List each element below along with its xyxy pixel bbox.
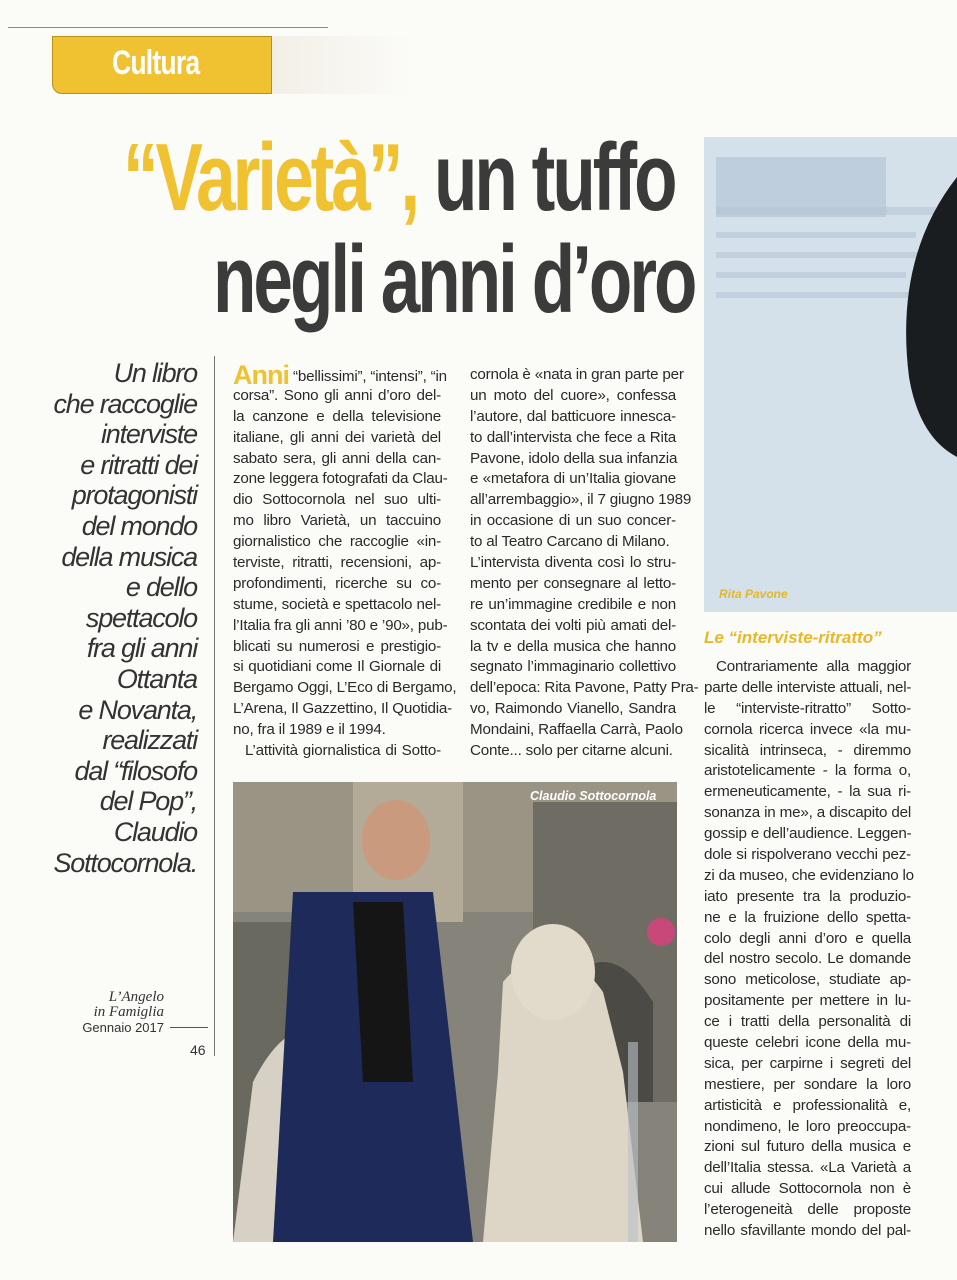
- magazine-name-line-2: in Famiglia: [93, 1004, 164, 1020]
- text-line: le “interviste-ritratto” Sotto-: [704, 699, 911, 717]
- headline-line-1: [123, 124, 675, 231]
- issue-date: Gennaio 2017: [82, 1020, 164, 1035]
- pullquote-line: dal “filosofo: [74, 755, 197, 786]
- photo-rita-pavone: [704, 137, 957, 612]
- text-line: stume, società e spettacolo nel-: [233, 595, 441, 613]
- text-line: all’arrembaggio», il 7 giugno 1989: [470, 491, 692, 509]
- pullquote: [0, 358, 197, 878]
- magazine-footer: [40, 990, 164, 1035]
- text-line: zioni sul futuro della musica e: [704, 1138, 911, 1156]
- text-line: ce i tratti della personalità di: [704, 1013, 911, 1031]
- text-line: dole si rispolverano vecchi pez-: [704, 846, 911, 864]
- photo-illustration-side: [704, 137, 957, 612]
- opening-word: Anni: [233, 360, 289, 390]
- text-line: giornalistico che raccoglie «in-: [233, 533, 441, 551]
- photo-illustration: [233, 782, 677, 1242]
- text-line: Bergamo Oggi, L’Eco di Bergamo,: [233, 679, 457, 697]
- text-line: l’Italia fra gli anni ’80 e ’90», pub-: [233, 616, 448, 634]
- section-subhead: Le “interviste-ritratto”: [704, 628, 882, 647]
- text-line: queste celebri icone della mu-: [704, 1034, 911, 1052]
- text-line: L’attività giornalistica di Sotto-: [245, 742, 441, 760]
- text-line: dio Sottocornola nel suo ulti-: [233, 491, 441, 509]
- text-line: cornola ricerca invece «la mu-: [704, 720, 911, 738]
- pullquote-line: del Pop”,: [99, 786, 197, 817]
- footer-rule: [170, 1027, 208, 1028]
- text-line: del nostro secolo. Le domande: [704, 950, 911, 968]
- text-line: ne e la fruizione dello spetta-: [704, 908, 911, 926]
- text-line: zone leggera fotografati da Clau-: [233, 470, 448, 488]
- headline-title-rest: un tuffo: [417, 124, 675, 231]
- pullquote-line: del mondo: [81, 510, 197, 541]
- text-line: corsa”. Sono gli anni d’oro del-: [233, 386, 441, 404]
- magazine-name-line-1: L’Angelo: [108, 989, 164, 1005]
- top-rule: [8, 27, 328, 28]
- pullquote-line: della musica: [61, 541, 197, 572]
- text-line: ermeneuticamente, - la sua ri-: [704, 783, 911, 801]
- photo-caption-main: Claudio Sottocornola: [530, 789, 657, 803]
- article-column-2: [470, 365, 699, 762]
- text-line: cornola è «nata in gran parte per: [470, 366, 684, 383]
- pullquote-line: protagonisti: [71, 480, 197, 511]
- pullquote-line: Un libro: [113, 358, 197, 388]
- text-line: mo libro Varietà, un taccuino: [233, 512, 441, 530]
- text-line: to al Teatro Carcano di Milano.: [470, 533, 670, 551]
- text-line: dell’Italia stessa. «La Varietà a: [704, 1159, 911, 1177]
- text-line: cui allude Sottocornola non è: [704, 1180, 911, 1198]
- pullquote-line: che raccoglie: [53, 388, 197, 419]
- text-line: gossip e dell’audience. Leggen-: [704, 825, 912, 843]
- text-line: terviste, ritratti, recensioni, ap-: [233, 554, 441, 572]
- text-line: sabato sera, gli anni della can-: [233, 449, 441, 467]
- text-line: colo degli anni d’oro e quella: [704, 929, 911, 947]
- text-line: aristotelicamente - la forma o,: [704, 762, 911, 780]
- text-line: Contrariamente alla maggior: [716, 658, 911, 675]
- text-line: no, fra il 1989 e il 1994.: [233, 721, 386, 739]
- text-line: artisticità e professionalità e,: [704, 1096, 911, 1114]
- text-line: nello sfavillante mondo del pal-: [704, 1222, 911, 1240]
- headline-line-2: negli anni d’oro: [213, 226, 695, 333]
- text-line: Anni “bellissimi”, “intensi”, “in: [233, 360, 447, 390]
- text-line: l’autore, dal batticuore innesca-: [470, 407, 676, 425]
- pullquote-line: e ritratti dei: [80, 449, 197, 480]
- text-line: Pavone, idolo della sua infanzia: [470, 449, 678, 467]
- pullquote-line: e Novanta,: [78, 694, 197, 725]
- text-line: profondimenti, ricerche su co-: [233, 574, 441, 592]
- text-line: sonanza in me», a discapito del: [704, 804, 911, 822]
- text-line: sica, per carpirne i segreti del: [704, 1054, 911, 1072]
- text-line: la canzone e della televisione: [233, 407, 441, 425]
- pullquote-line: e dello: [125, 572, 197, 603]
- pullquote-line: Sottocornola.: [53, 847, 197, 878]
- text-line: zi da museo, che evidenziano lo: [704, 866, 914, 884]
- headline-title-quoted: “Varietà”,: [123, 124, 418, 231]
- pullquote-line: interviste: [100, 419, 197, 450]
- pullquote-line: realizzati: [102, 725, 197, 756]
- text-line: blicati su numerosi e prestigio-: [233, 637, 441, 655]
- text-line: scontata dei volti più amati del-: [470, 616, 676, 634]
- text-line: mento per consegnare al letto-: [470, 574, 676, 592]
- text-line: l’eterogeneità delle proposte: [704, 1201, 911, 1219]
- text-line: la tv e della musica che hanno: [470, 637, 676, 655]
- text-line: Conte... solo per citarne alcuni.: [470, 742, 673, 760]
- pullquote-line: fra gli anni: [86, 633, 197, 664]
- text-line: parte delle interviste attuali, nel-: [704, 678, 912, 696]
- photo-caption-side: Rita Pavone: [719, 587, 788, 601]
- text-line: Mondaini, Raffaella Carrà, Paolo: [470, 721, 683, 739]
- pullquote-line: Ottanta: [116, 663, 197, 694]
- text-line: nondimeno, le loro preoccupa-: [704, 1117, 911, 1135]
- section-tab-fade: [272, 36, 412, 94]
- text-line: sicalità intrinseca, - diremmo: [704, 741, 911, 759]
- section-label: Cultura: [112, 44, 200, 82]
- text-line: e «metafora di un’Italia giovane: [470, 470, 676, 488]
- text-line: re un’immagine credibile e non: [470, 595, 676, 613]
- article-column-3: [704, 657, 914, 1242]
- article-column-1: [233, 360, 457, 762]
- text-line: vo, Raimondo Vianello, Sandra: [470, 700, 676, 718]
- pullquote-line: Claudio: [113, 816, 197, 847]
- text-line: si quotidiani come Il Giornale di: [233, 658, 441, 676]
- text-line: mestiere, per sondare la loro: [704, 1075, 911, 1093]
- page-number: 46: [190, 1042, 206, 1058]
- text-line: un moto del cuore», confessa: [470, 386, 676, 404]
- text-line: dell’epoca: Rita Pavone, Patty Pra-: [470, 679, 699, 697]
- text-line: segnato l’immaginario collettivo: [470, 658, 676, 676]
- text-line: L’Arena, Il Gazzettino, Il Quotidia-: [233, 700, 453, 718]
- column-divider: [214, 356, 215, 1056]
- text-line: L’intervista diventa così lo stru-: [470, 554, 676, 572]
- photo-claudio-sottocornola: [233, 782, 677, 1242]
- text-line: positamente per mettere in lu-: [704, 992, 911, 1010]
- text-line: sono meticolose, studiate ap-: [704, 971, 911, 989]
- pullquote-line: spettacolo: [85, 602, 197, 633]
- text-line: italiane, gli anni dei varietà del: [233, 428, 441, 446]
- text-line: to dall’intervista che fece a Rita: [470, 428, 676, 446]
- text-line: in occasione di un suo concer-: [470, 512, 676, 530]
- text-line: iato presente tra la produzio-: [704, 887, 911, 905]
